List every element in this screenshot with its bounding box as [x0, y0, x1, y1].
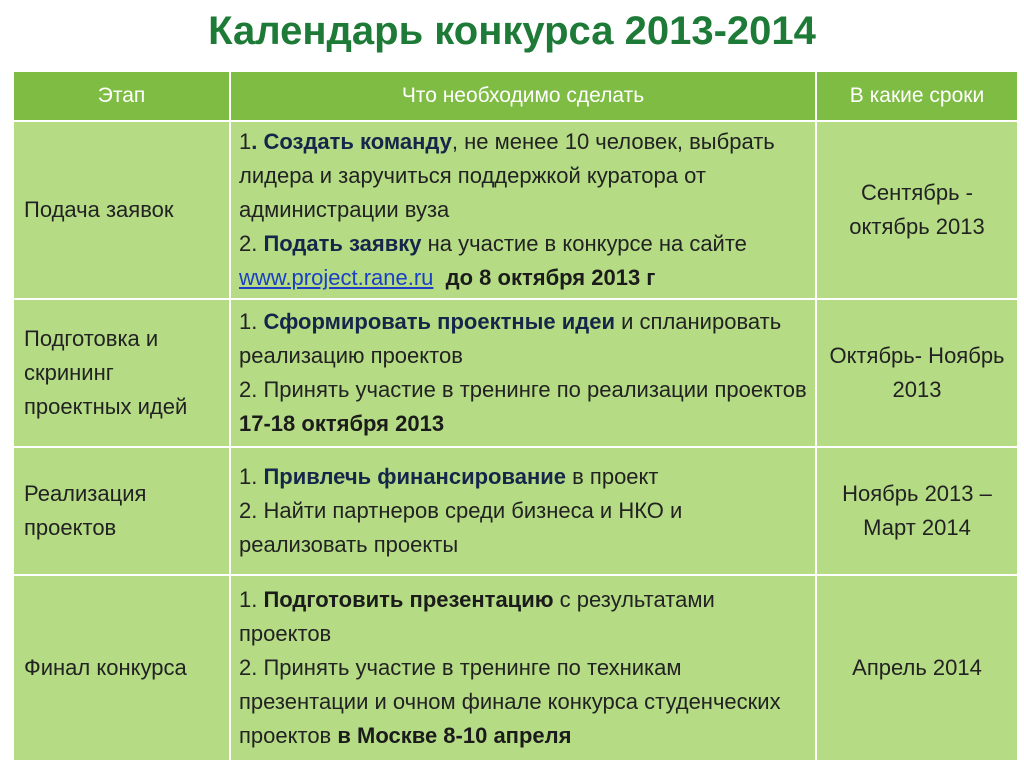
calendar-table — [12, 70, 1019, 762]
header-term: В какие сроки — [816, 71, 1018, 121]
term-cell: Апрель 2014 — [816, 575, 1018, 761]
item-number: 2. — [239, 231, 264, 256]
header-task: Что необходимо сделать — [230, 71, 816, 121]
item-text: , не менее 10 человек, выбрать лидера и заручиться поддержкой куратора от администрации вуза — [239, 129, 775, 222]
term-cell: Ноябрь 2013 – Март 2014 — [816, 447, 1018, 575]
task-item — [239, 460, 807, 494]
task-cell — [230, 121, 816, 299]
task-item — [239, 227, 807, 295]
table-header-row — [13, 71, 1018, 121]
item-number: 2. — [239, 377, 264, 402]
task-item — [239, 494, 807, 562]
header-stage: Этап — [13, 71, 230, 121]
task-item — [239, 651, 807, 753]
page-title: Календарь конкурса 2013-2014 — [208, 9, 816, 53]
item-number: 1. — [239, 464, 264, 489]
item-number: 2. — [239, 498, 264, 523]
item-text: Принять участие в тренинге по реализации проектов — [263, 377, 807, 402]
table-row — [13, 299, 1018, 447]
term-cell: Сентябрь - октябрь 2013 — [816, 121, 1018, 299]
task-item — [239, 583, 807, 651]
stage-cell: Реализация проектов — [13, 447, 230, 575]
item-number: 1 — [239, 129, 252, 154]
table-row — [13, 121, 1018, 299]
task-cell — [230, 575, 816, 761]
item-text: с результатами проектов — [239, 587, 715, 646]
term-cell: Октябрь- Ноябрь 2013 — [816, 299, 1018, 447]
item-bold: Подать заявку — [263, 231, 422, 256]
stage-cell: Подача заявок — [13, 121, 230, 299]
table-row — [13, 447, 1018, 575]
item-deadline: до 8 октября 2013 г — [433, 265, 656, 290]
task-item — [239, 125, 807, 227]
project-site-link[interactable]: www.project.rane.ru — [239, 265, 434, 290]
item-bold: Подготовить презентацию — [263, 587, 554, 612]
item-number: 1. — [239, 309, 264, 334]
task-cell — [230, 447, 816, 575]
item-number: 1. — [239, 587, 264, 612]
task-item — [239, 373, 807, 441]
task-cell — [230, 299, 816, 447]
item-number: 2. — [239, 655, 264, 680]
item-deadline: 17-18 октября 2013 — [239, 411, 445, 436]
item-bold: Привлечь финансирование — [263, 464, 567, 489]
item-bold: Сформировать проектные идеи — [263, 309, 616, 334]
item-text: в проект — [566, 464, 659, 489]
item-text: Принять участие в тренинге по техникам презентации и очном финале конкурса студенческих проектов — [239, 655, 781, 748]
stage-cell: Финал конкурса — [13, 575, 230, 761]
item-text: и спланировать реализацию проектов — [239, 309, 782, 368]
stage-cell: Подготовка и скрининг проектных идей — [13, 299, 230, 447]
item-deadline: в Москве 8-10 апреля — [337, 723, 572, 748]
table-row — [13, 575, 1018, 761]
task-item — [239, 305, 807, 373]
item-bold: . Создать команду — [251, 129, 452, 154]
item-text: Найти партнеров среди бизнеса и НКО и реализовать проекты — [239, 498, 683, 557]
item-text: на участие в конкурсе на сайте — [421, 231, 747, 256]
